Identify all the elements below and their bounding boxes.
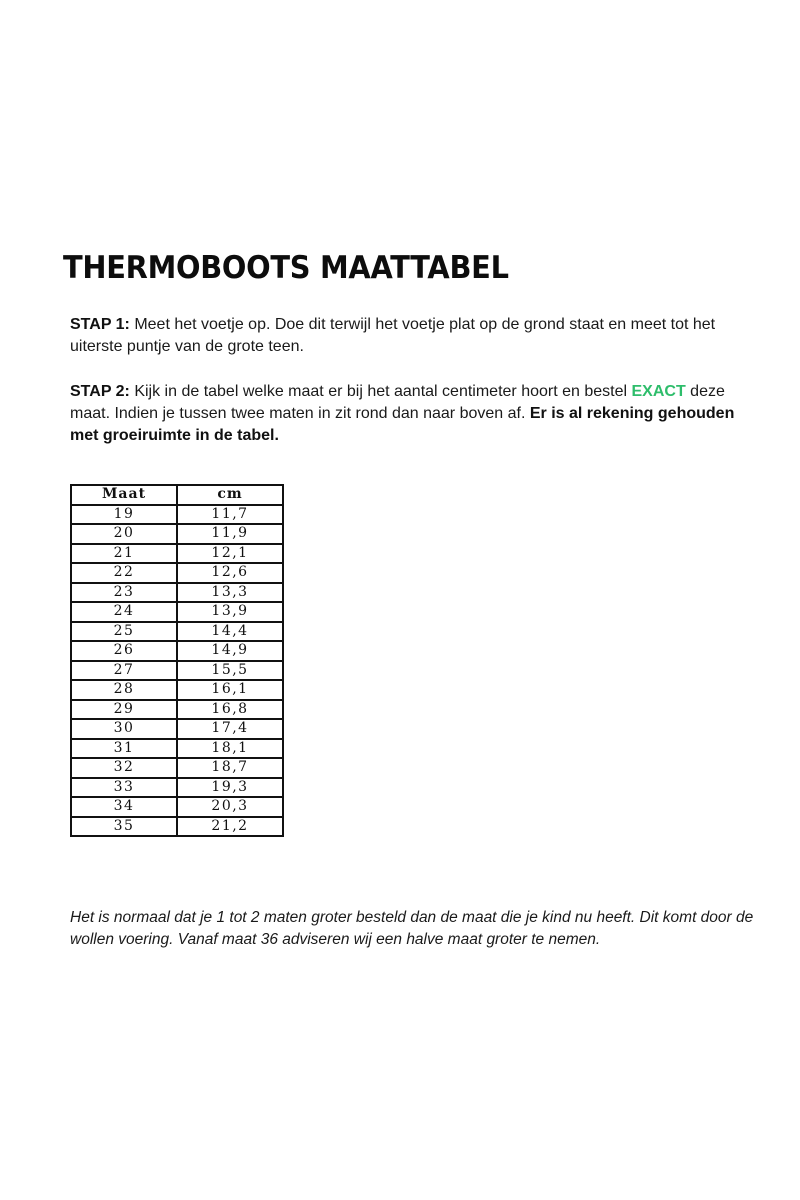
- size-cell: 22: [71, 563, 177, 583]
- table-row: [71, 700, 283, 720]
- table-row: [71, 602, 283, 622]
- cm-cell: 14,4: [177, 622, 283, 642]
- step-1-label: STAP 1:: [70, 316, 130, 333]
- size-cell: 27: [71, 661, 177, 681]
- header-maat: Maat: [71, 485, 177, 505]
- size-cell: 24: [71, 602, 177, 622]
- cm-cell: 12,6: [177, 563, 283, 583]
- step-2-label: STAP 2:: [70, 383, 130, 400]
- growth-room-note: Er is al rekening gehouden met groeiruimte in de tabel.: [70, 405, 735, 444]
- step-2-instruction: [70, 381, 760, 447]
- size-cell: 21: [71, 544, 177, 564]
- cm-cell: 20,3: [177, 797, 283, 817]
- size-cell: 20: [71, 524, 177, 544]
- table-row: [71, 505, 283, 525]
- table-row: [71, 544, 283, 564]
- table-row: [71, 758, 283, 778]
- table-row: [71, 583, 283, 603]
- table-row: [71, 524, 283, 544]
- table-row: [71, 797, 283, 817]
- size-cell: 32: [71, 758, 177, 778]
- cm-cell: 11,7: [177, 505, 283, 525]
- cm-cell: 16,1: [177, 680, 283, 700]
- size-cell: 35: [71, 817, 177, 837]
- cm-cell: 17,4: [177, 719, 283, 739]
- table-row: [71, 563, 283, 583]
- size-cell: 23: [71, 583, 177, 603]
- header-cm: cm: [177, 485, 283, 505]
- step-2-text-continued: deze maat. Indien je tussen twee maten in zit rond dan naar boven af.: [70, 383, 725, 422]
- table-row: [71, 817, 283, 837]
- exact-highlight: EXACT: [631, 383, 686, 400]
- table-row: [71, 661, 283, 681]
- cm-cell: 13,9: [177, 602, 283, 622]
- size-cell: 34: [71, 797, 177, 817]
- cm-cell: 13,3: [177, 583, 283, 603]
- table-row: [71, 778, 283, 798]
- cm-cell: 18,7: [177, 758, 283, 778]
- size-table: [70, 484, 284, 837]
- step-1-text: Meet het voetje op. Doe dit terwijl het voetje plat op de grond staat en meet tot het uiterste puntje van de grote teen.: [70, 316, 716, 355]
- cm-cell: 11,9: [177, 524, 283, 544]
- cm-cell: 14,9: [177, 641, 283, 661]
- table-row: [71, 622, 283, 642]
- table-row: [71, 641, 283, 661]
- size-cell: 29: [71, 700, 177, 720]
- cm-cell: 16,8: [177, 700, 283, 720]
- table-row: [71, 680, 283, 700]
- size-cell: 26: [71, 641, 177, 661]
- size-cell: 28: [71, 680, 177, 700]
- cm-cell: 15,5: [177, 661, 283, 681]
- size-cell: 30: [71, 719, 177, 739]
- cm-cell: 21,2: [177, 817, 283, 837]
- table-row: [71, 719, 283, 739]
- size-cell: 25: [71, 622, 177, 642]
- footnote: Het is normaal dat je 1 tot 2 maten groter besteld dan de maat die je kind nu heeft. Dit komt door de wollen voering. Vanaf maat 36 adviseren wij een halve maat groter te nemen.: [70, 909, 754, 948]
- size-cell: 31: [71, 739, 177, 759]
- table-row: [71, 739, 283, 759]
- table-header-row: [71, 485, 283, 505]
- step-2-text: Kijk in de tabel welke maat er bij het aantal centimeter hoort en bestel: [129, 383, 632, 400]
- cm-cell: 18,1: [177, 739, 283, 759]
- step-1-instruction: [70, 314, 760, 358]
- size-cell: 33: [71, 778, 177, 798]
- page-title: THERMOBOOTS MAATTABEL: [63, 250, 509, 286]
- cm-cell: 19,3: [177, 778, 283, 798]
- size-cell: 19: [71, 505, 177, 525]
- cm-cell: 12,1: [177, 544, 283, 564]
